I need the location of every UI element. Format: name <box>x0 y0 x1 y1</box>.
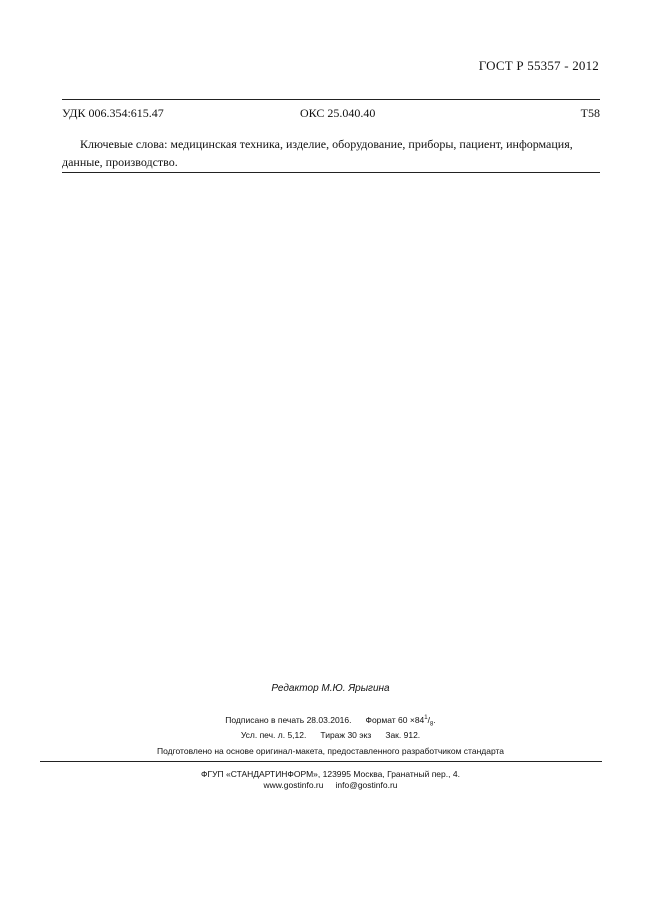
udk-code: УДК 006.354:615.47 <box>62 106 164 120</box>
email-link[interactable]: info@gostinfo.ru <box>335 780 398 790</box>
prepared-note: Подготовлено на основе оригинал-макета, предоставленного разработчиком стандарта <box>156 746 505 756</box>
document-code: ГОСТ Р 55357 - 2012 <box>478 58 599 73</box>
circulation: Тираж 30 экз <box>320 730 372 740</box>
oks-code: ОКС 25.040.40 <box>300 106 376 120</box>
order-number: Зак. 912. <box>385 730 421 740</box>
contact-line <box>0 780 661 790</box>
signed-line: Подписано в печать 28.03.2016. Формат $60 \times 84^1/_8$. <box>225 715 436 728</box>
bottom-divider <box>40 761 602 762</box>
website-link[interactable]: www.gostinfo.ru <box>263 780 324 790</box>
publisher-address: ФГУП «СТАНДАРТИНФОРМ», 123995 Москва, Гранатный пер., 4. <box>201 769 460 779</box>
top-divider <box>62 99 600 100</box>
format-label: Формат 60 ×84 <box>365 715 425 725</box>
keywords-paragraph: Ключевые слова: медицинская техника, изделие, оборудование, приборы, пациент, информация, данные, производство. <box>62 137 573 169</box>
editor-line: Редактор М.Ю. Ярыгина <box>271 683 390 694</box>
format-numerator: 1 <box>424 715 428 722</box>
keywords-divider <box>62 172 600 173</box>
sheets-line <box>0 730 661 740</box>
printed-sheets: Усл. печ. л. 5,12. <box>240 730 307 740</box>
signed-date: Подписано в печать 28.03.2016. <box>225 715 352 725</box>
format-denominator: 8 <box>430 721 434 728</box>
t-code: Т58 <box>580 106 600 120</box>
